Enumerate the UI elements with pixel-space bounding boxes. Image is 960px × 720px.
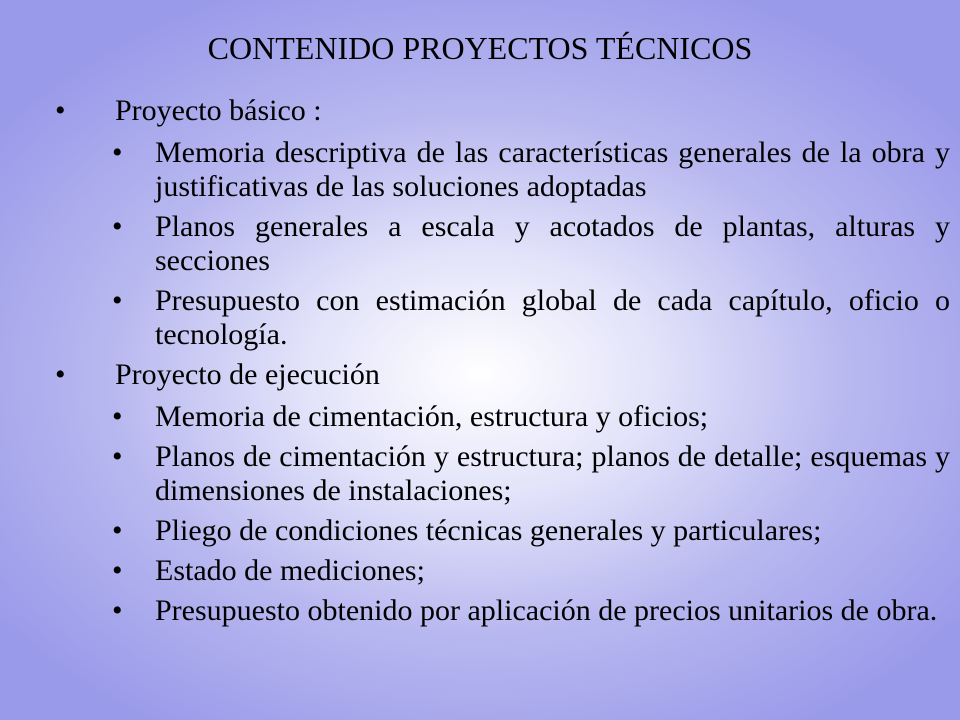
bullet-icon: • [112, 400, 123, 433]
list-item-text: Pliego de condiciones técnicas generales y particulares; [155, 514, 822, 547]
bullet-icon: • [55, 358, 66, 391]
list-item [0, 284, 960, 352]
section-heading-text: Proyecto básico : [115, 94, 322, 127]
list-item-text: Planos de cimentación y estructura; planos de detalle; esquemas y dimensiones de instalaciones; [155, 440, 950, 507]
list-item-text: Memoria de cimentación, estructura y oficios; [155, 400, 709, 433]
bullet-icon: • [112, 594, 123, 627]
bullet-icon: • [55, 94, 66, 127]
bullet-icon: • [112, 554, 123, 587]
bullet-icon: • [112, 440, 123, 473]
list-item [0, 136, 960, 204]
list-item-text: Planos generales a escala y acotados de plantas, alturas y secciones [155, 210, 950, 277]
bullet-icon: • [112, 136, 123, 169]
list-item [0, 440, 960, 508]
section-heading-proyecto-ejecucion [0, 358, 960, 392]
list-item [0, 400, 960, 434]
bullet-icon: • [112, 210, 123, 243]
slide-title: CONTENIDO PROYECTOS TÉCNICOS [207, 30, 753, 66]
list-item-text: Memoria descriptiva de las características generales de la obra y justificativas de las soluciones adoptadas [155, 136, 950, 203]
list-item [0, 210, 960, 278]
bullet-icon: • [112, 284, 123, 317]
list-item [0, 594, 960, 628]
list-item [0, 514, 960, 548]
bullet-list [0, 94, 960, 634]
bullet-icon: • [112, 514, 123, 547]
section-heading-proyecto-basico [0, 94, 960, 128]
section-heading-text: Proyecto de ejecución [115, 358, 380, 391]
list-item-text: Estado de mediciones; [155, 554, 425, 587]
list-item-text: Presupuesto obtenido por aplicación de precios unitarios de obra. [155, 594, 938, 627]
list-item [0, 554, 960, 588]
list-item-text: Presupuesto con estimación global de cada capítulo, oficio o tecnología. [155, 284, 950, 351]
